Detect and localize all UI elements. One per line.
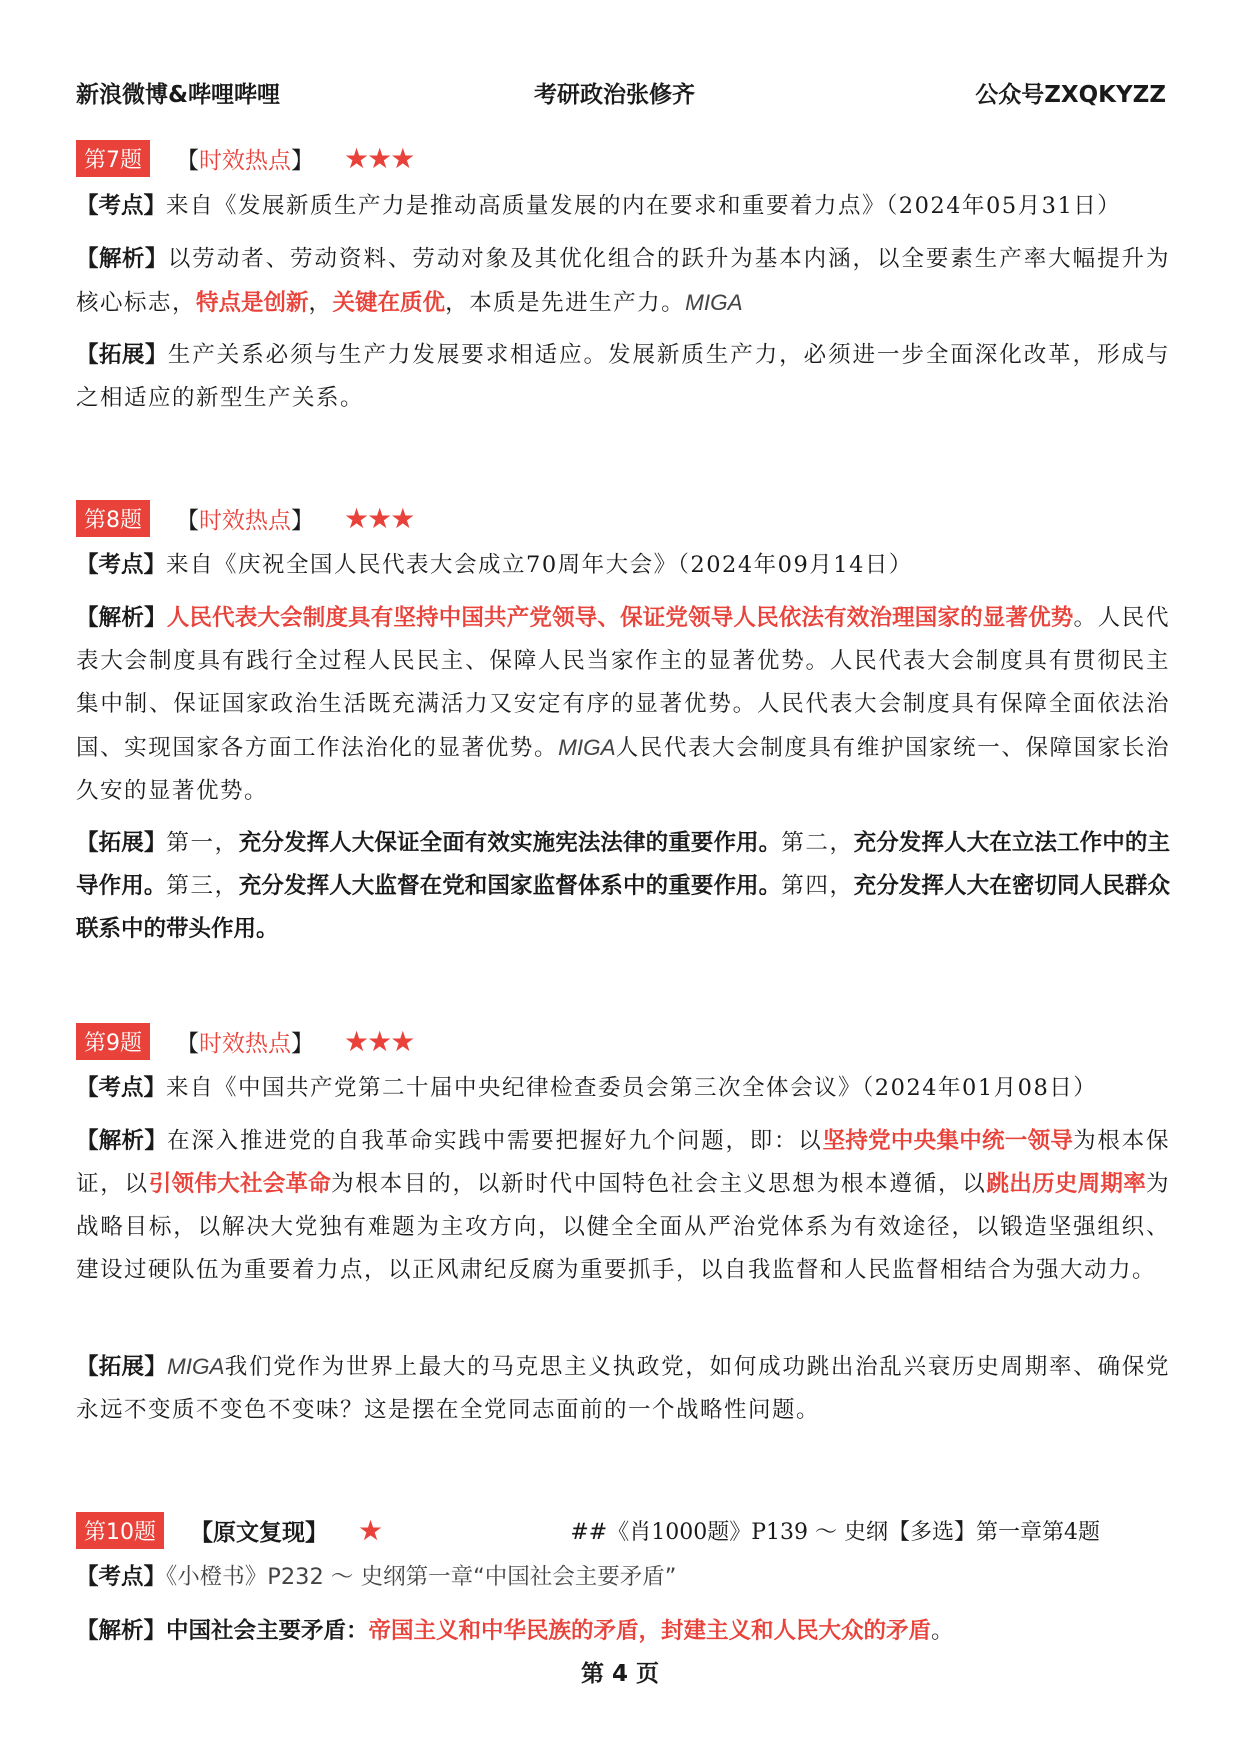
question-tag: 【时效热点】 — [176, 1030, 314, 1057]
star-rating-icon: ★★★ — [344, 501, 414, 535]
q7-jiexi: 【解析】以劳动者、劳动资料、劳动对象及其优化组合的跃升为基本内涵，以全要素生产率大幅提升为核心标志，特点是创新，关键在质优，本质是先进生产力。MIGA — [76, 246, 1170, 316]
page-number: 第 4 页 — [580, 1661, 660, 1687]
question-reference: ##《肖1000题》P139 ～ 史纲【多选】第一章第4题 — [570, 1519, 1100, 1545]
question-8-header — [76, 500, 413, 536]
q8-kaodian: 【考点】来自《庆祝全国人民代表大会成立70周年大会》（2024年09月14日） — [76, 552, 913, 578]
star-rating-icon: ★★★ — [344, 1024, 414, 1058]
question-tag: 【时效热点】 — [176, 507, 314, 534]
question-badge: 第7题 — [76, 140, 150, 177]
q10-kaodian: 【考点】《小橙书》P232 ～ 史纲第一章“中国社会主要矛盾” — [76, 1564, 677, 1590]
question-badge: 第8题 — [76, 500, 150, 537]
q9-jiexi: 【解析】在深入推进党的自我革命实践中需要把握好九个问题，即：以坚持党中央集中统一领导为根本保证，以引领伟大社会革命为根本目的，以新时代中国特色社会主义思想为根本遵循，以跳出历史周期率为战略目标，以解决大党独有难题为主攻方向，以健全全面从严治党体系为有效途径，以锻造坚强组织、建设过硬队伍为重要着力点，以正风肃纪反腐为重要抓手，以自我监督和人民监督相结合为强大动力。 — [76, 1128, 1170, 1283]
question-7-header — [76, 140, 413, 176]
star-rating-icon: ★ — [358, 1513, 382, 1547]
question-tag: 【时效热点】 — [176, 147, 314, 174]
q8-tuozhan: 【拓展】第一，充分发挥人大保证全面有效实施宪法法律的重要作用。第二，充分发挥人大在立法工作中的主导作用。第三，充分发挥人大监督在党和国家监督体系中的重要作用。第四，充分发挥人大在密切同人民群众联系中的带头作用。 — [76, 830, 1170, 942]
q9-tuozhan: 【拓展】MIGA我们党作为世界上最大的马克思主义执政党，如何成功跳出治乱兴衰历史周期率、确保党永远不变质不变色不变味？这是摆在全党同志面前的一个战略性问题。 — [76, 1354, 1170, 1423]
question-10-header — [76, 1512, 1170, 1548]
header-right: 公众号ZXQKYZZ — [975, 82, 1166, 108]
q10-jiexi: 【解析】中国社会主要矛盾：帝国主义和中华民族的矛盾，封建主义和人民大众的矛盾。 — [76, 1618, 956, 1644]
question-tag: 【原文复现】 — [190, 1519, 328, 1546]
question-badge: 第10题 — [76, 1512, 164, 1549]
q7-kaodian: 【考点】来自《发展新质生产力是推动高质量发展的内在要求和重要着力点》（2024年05月31日） — [76, 193, 1122, 219]
header-left: 新浪微博&哔哩哔哩 — [76, 82, 281, 108]
question-9-header — [76, 1023, 413, 1059]
star-rating-icon: ★★★ — [344, 141, 414, 175]
q8-jiexi: 【解析】人民代表大会制度具有坚持中国共产党领导、保证党领导人民依法有效治理国家的显著优势。人民代表大会制度具有践行全过程人民民主、保障人民当家作主的显著优势。人民代表大会制度具有贯彻民主集中制、保证国家政治生活既充满活力又安定有序的显著优势。人民代表大会制度具有保障全面依法治国、实现国家各方面工作法治化的显著优势。MIGA人民代表大会制度具有维护国家统一、保障国家长治久安的显著优势。 — [76, 605, 1170, 804]
question-badge: 第9题 — [76, 1023, 150, 1060]
q9-kaodian: 【考点】来自《中国共产党第二十届中央纪律检查委员会第三次全体会议》（2024年01月08日） — [76, 1075, 1098, 1101]
header-center: 考研政治张修齐 — [534, 82, 695, 108]
q7-tuozhan: 【拓展】生产关系必须与生产力发展要求相适应。发展新质生产力，必须进一步全面深化改革，形成与之相适应的新型生产关系。 — [76, 342, 1170, 411]
